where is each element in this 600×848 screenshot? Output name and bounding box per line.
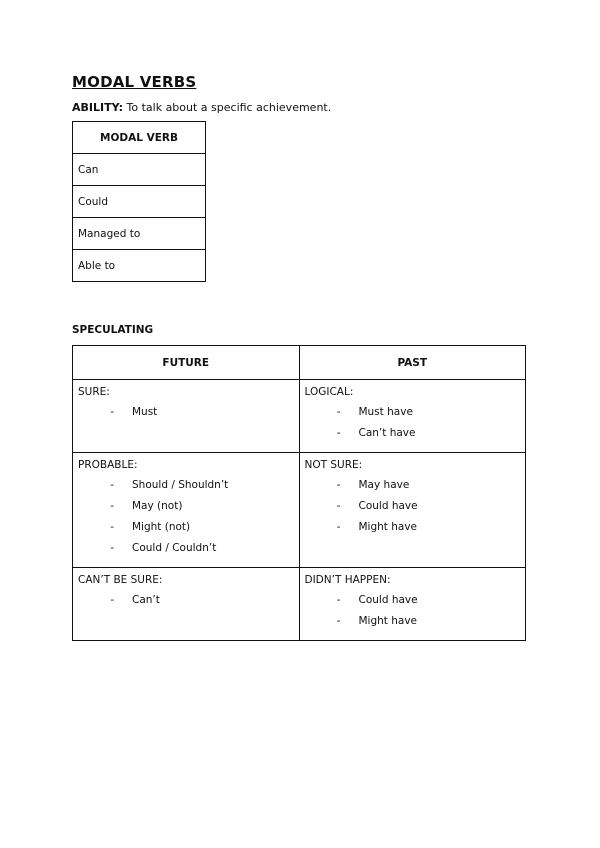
dash-bullet: - xyxy=(336,520,341,533)
page-title: MODAL VERBS xyxy=(72,73,197,91)
speculating-table xyxy=(72,345,526,641)
list-item-text: Must have xyxy=(358,405,413,418)
list-item xyxy=(305,495,521,516)
list-item-text: Might have xyxy=(358,520,418,533)
list-item xyxy=(305,610,521,631)
dash-bullet: - xyxy=(336,405,341,418)
list-item-text: Can’t xyxy=(132,593,160,606)
dash-bullet: - xyxy=(110,499,114,512)
list-item-text: Can’t have xyxy=(358,426,416,439)
ability-line xyxy=(72,101,331,114)
list-item-text: Could / Couldn’t xyxy=(132,541,217,554)
list-item xyxy=(78,537,294,558)
category-label: CAN’T BE SURE: xyxy=(78,574,163,586)
past-cell-didnt-happen xyxy=(299,568,526,641)
modal-verb-cell: Managed to xyxy=(73,218,206,250)
category-label: SURE: xyxy=(78,386,110,398)
dash-bullet: - xyxy=(110,520,114,533)
dash-bullet: - xyxy=(336,614,341,627)
ability-label: ABILITY: xyxy=(72,101,124,114)
modal-verb-cell: Able to xyxy=(73,250,206,282)
future-column-header: FUTURE xyxy=(73,346,300,380)
future-cell-sure xyxy=(73,380,300,453)
future-cell-probable xyxy=(73,453,300,568)
list-item-text: May have xyxy=(358,478,410,491)
list-item xyxy=(78,516,294,537)
list-item xyxy=(78,401,294,422)
dash-bullet: - xyxy=(110,593,114,606)
list-item-text: Must xyxy=(132,405,158,418)
category-label: PROBABLE: xyxy=(78,459,138,471)
modal-verb-table xyxy=(72,121,206,282)
dash-bullet: - xyxy=(110,405,114,418)
dash-bullet: - xyxy=(336,499,341,512)
past-column-header: PAST xyxy=(299,346,526,380)
modal-verb-cell: Can xyxy=(73,154,206,186)
list-item xyxy=(78,589,294,610)
modal-verb-cell: Could xyxy=(73,186,206,218)
list-item xyxy=(305,401,521,422)
list-item-text: Should / Shouldn’t xyxy=(132,478,229,491)
future-cell-cant-be-sure xyxy=(73,568,300,641)
modal-verb-header: MODAL VERB xyxy=(73,122,206,154)
list-item-text: Might have xyxy=(358,614,418,627)
list-item-text: Might (not) xyxy=(132,520,191,533)
speculating-heading: SPECULATING xyxy=(72,324,154,336)
dash-bullet: - xyxy=(336,426,341,439)
list-item xyxy=(305,516,521,537)
dash-bullet: - xyxy=(110,541,114,554)
list-item xyxy=(305,474,521,495)
ability-text: To talk about a specific achievement. xyxy=(126,101,332,114)
past-cell-not-sure xyxy=(299,453,526,568)
list-item xyxy=(305,589,521,610)
category-label: NOT SURE: xyxy=(304,459,363,471)
list-item-text: Could have xyxy=(358,499,418,512)
list-item-text: May (not) xyxy=(132,499,183,512)
past-cell-logical xyxy=(299,380,526,453)
list-item xyxy=(78,495,294,516)
list-item xyxy=(305,422,521,443)
category-label: DIDN’T HAPPEN: xyxy=(304,574,391,586)
dash-bullet: - xyxy=(110,478,114,491)
category-label: LOGICAL: xyxy=(304,386,354,398)
list-item xyxy=(78,474,294,495)
dash-bullet: - xyxy=(336,593,341,606)
list-item-text: Could have xyxy=(358,593,418,606)
dash-bullet: - xyxy=(336,478,341,491)
